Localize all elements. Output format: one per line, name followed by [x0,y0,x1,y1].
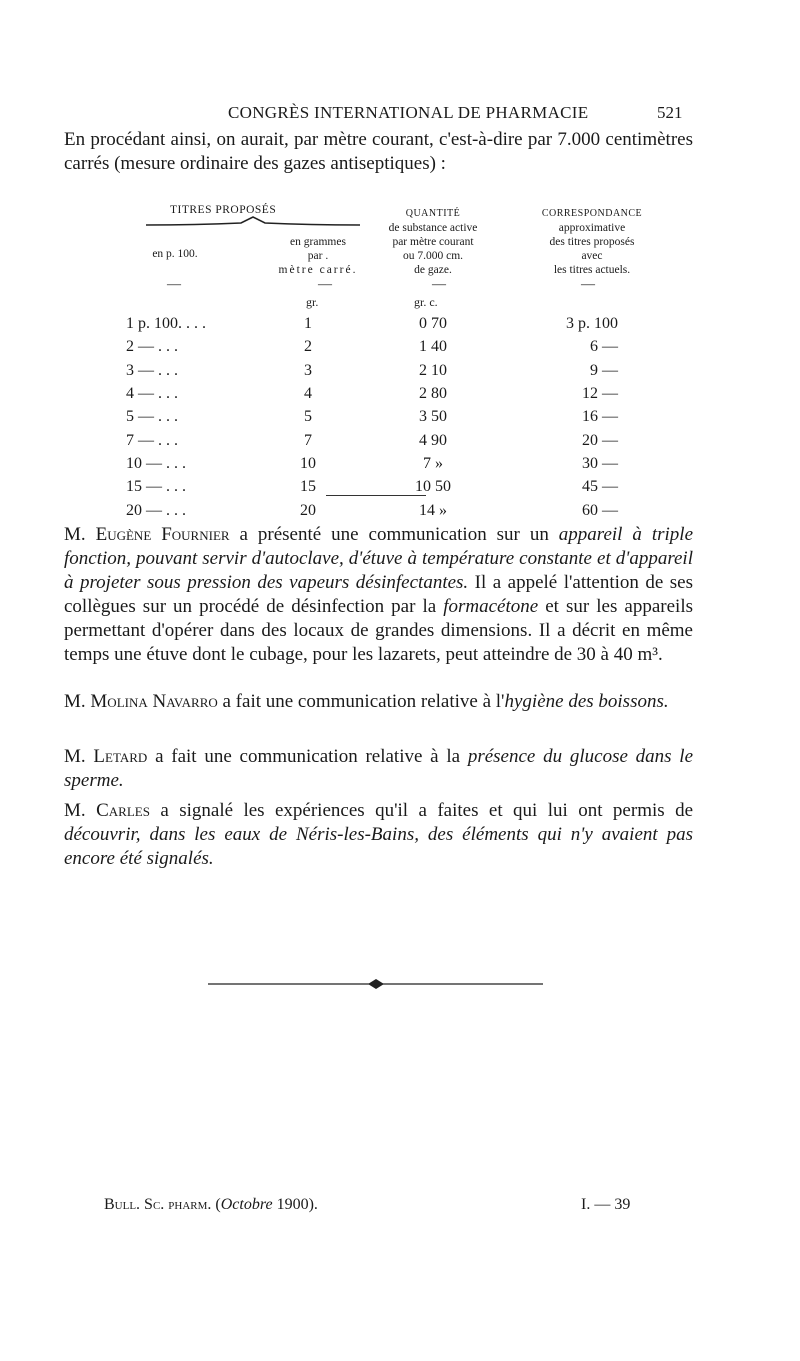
titres-table [126,312,618,522]
paragraph-navarro: M. Molina Navarro a fait une communication relative à l'hygiène des boissons. [64,691,669,712]
col3-dash: — [432,277,446,292]
table-cell-c1: 3 — . . . [126,361,178,379]
table-cell-c1: 15 — . . . [126,478,186,496]
table-cell-c1: 2 — . . . [126,338,178,356]
table-cell-c1: 4 — . . . [126,385,178,403]
table-cell-c2: 4 [304,385,312,403]
paragraph-fournier: M. Eugène Fournier a présenté une communication sur un appareil à triple fonction, pouvant servir d'autoclave, d'étuve à température constante et d'appareil à projeter sous pression des vapeurs désinfectantes. Il a appelé l'attention de ses collègues sur un procédé de désinfection par la formacétone et sur les appareils permettant d'opérer dans des locaux de grandes dimensions. Il a décrit en même temps une étuve dont le cubage, pour les lazarets, peut atteindre de 30 à 40 m³. [64,524,694,665]
table-row [126,498,618,521]
col2-unit: gr. [306,295,319,309]
table-cell-c4: 30 — [582,454,618,472]
table-cell-c2: 10 [300,454,316,472]
table-cell-c3: 0 70 [419,315,447,333]
table-row [126,428,618,451]
table-cell-c2: 5 [304,408,312,426]
paragraph-letard: M. Letard a fait une communication relative à la présence du glucose dans le sperme. [64,746,693,791]
table-cell-c3: 4 90 [419,431,447,449]
col1-dash: — [167,277,181,292]
table-row [126,359,618,382]
table-cell-c2: 2 [304,338,312,356]
table-cell-c1: 1 p. 100. . . . [126,315,206,333]
table-cell-c1: 20 — . . . [126,501,186,519]
table-cell-c3: 7 » [423,454,443,472]
table-row [126,452,618,475]
intro-paragraph: En procédant ainsi, on aurait, par mètre courant, c'est-à-dire par 7.000 centimètres carrés (mesure ordinaire des gazes antiseptiques) : [64,129,693,174]
table-cell-c4: 16 — [582,408,618,426]
running-header: CONGRÈS INTERNATIONAL DE PHARMACIE [228,103,589,122]
person-name: Eugène Fournier [95,524,230,545]
table-cell-c3: 2 80 [419,385,447,403]
table-cell-c2: 15 [300,478,316,496]
table-cell-c1: 10 — . . . [126,454,186,472]
paragraph-carles: M. Carles a signalé les expériences qu'il a faites et qui lui ont permis de découvrir, dans les eaux de Néris-les-Bains, des éléments qui n'y avaient pas encore été signalés. [64,800,694,869]
table-cell-c3: 3 50 [419,408,447,426]
col2-dash: — [318,277,332,292]
table-cell-c4: 60 — [582,501,618,519]
footer-signature: I. — 39 [581,1196,631,1213]
col-header-percent: en p. 100. [152,248,198,260]
col-header-quantity: QUANTITÉ de substance active par mètre courant ou 7.000 cm. de gaze. [388,208,478,276]
col-header-correspondence: CORRESPONDANCE approximative des titres proposés avec les titres actuels. [541,208,643,276]
table-cell-c2: 20 [300,501,316,519]
table-cell-c4: 20 — [582,431,618,449]
table-row [126,405,618,428]
table-cell-c2: 7 [304,431,312,449]
table-cell-c2: 1 [304,315,312,333]
footer-citation: Bull. Sc. pharm. (Octobre 1900). [104,1196,318,1213]
col3-unit: gr. c. [414,295,438,309]
table-cell-c1: 5 — . . . [126,408,178,426]
person-name: Carles [96,800,150,821]
table-group-header: TITRES PROPOSÉS [170,204,277,216]
table-cell-c3: 14 » [419,501,447,519]
table-cell-c4: 12 — [582,385,618,403]
table-cell-c3: 1 40 [419,338,447,356]
table-cell-c4: 45 — [582,478,618,496]
table-row [126,382,618,405]
table-row [126,312,618,335]
person-name: Letard [93,746,148,767]
table-cell-c2: 3 [304,361,312,379]
ornament-divider [208,978,543,990]
table-cell-c4: 6 — [590,338,618,356]
page-number: 521 [657,103,683,122]
table-row [126,335,618,358]
table-cell-c4: 9 — [590,361,618,379]
table-cell-c3: 2 10 [419,361,447,379]
table-cell-c4: 3 p. 100 [566,315,618,333]
table-rule [326,495,426,496]
table-cell-c1: 7 — . . . [126,431,178,449]
table-cell-c3: 10 50 [415,478,451,496]
brace-divider [146,215,360,227]
col4-dash: — [581,277,595,292]
person-name: Molina Navarro [90,691,218,712]
col-header-grams: en grammes par . mètre carré. [278,236,358,276]
